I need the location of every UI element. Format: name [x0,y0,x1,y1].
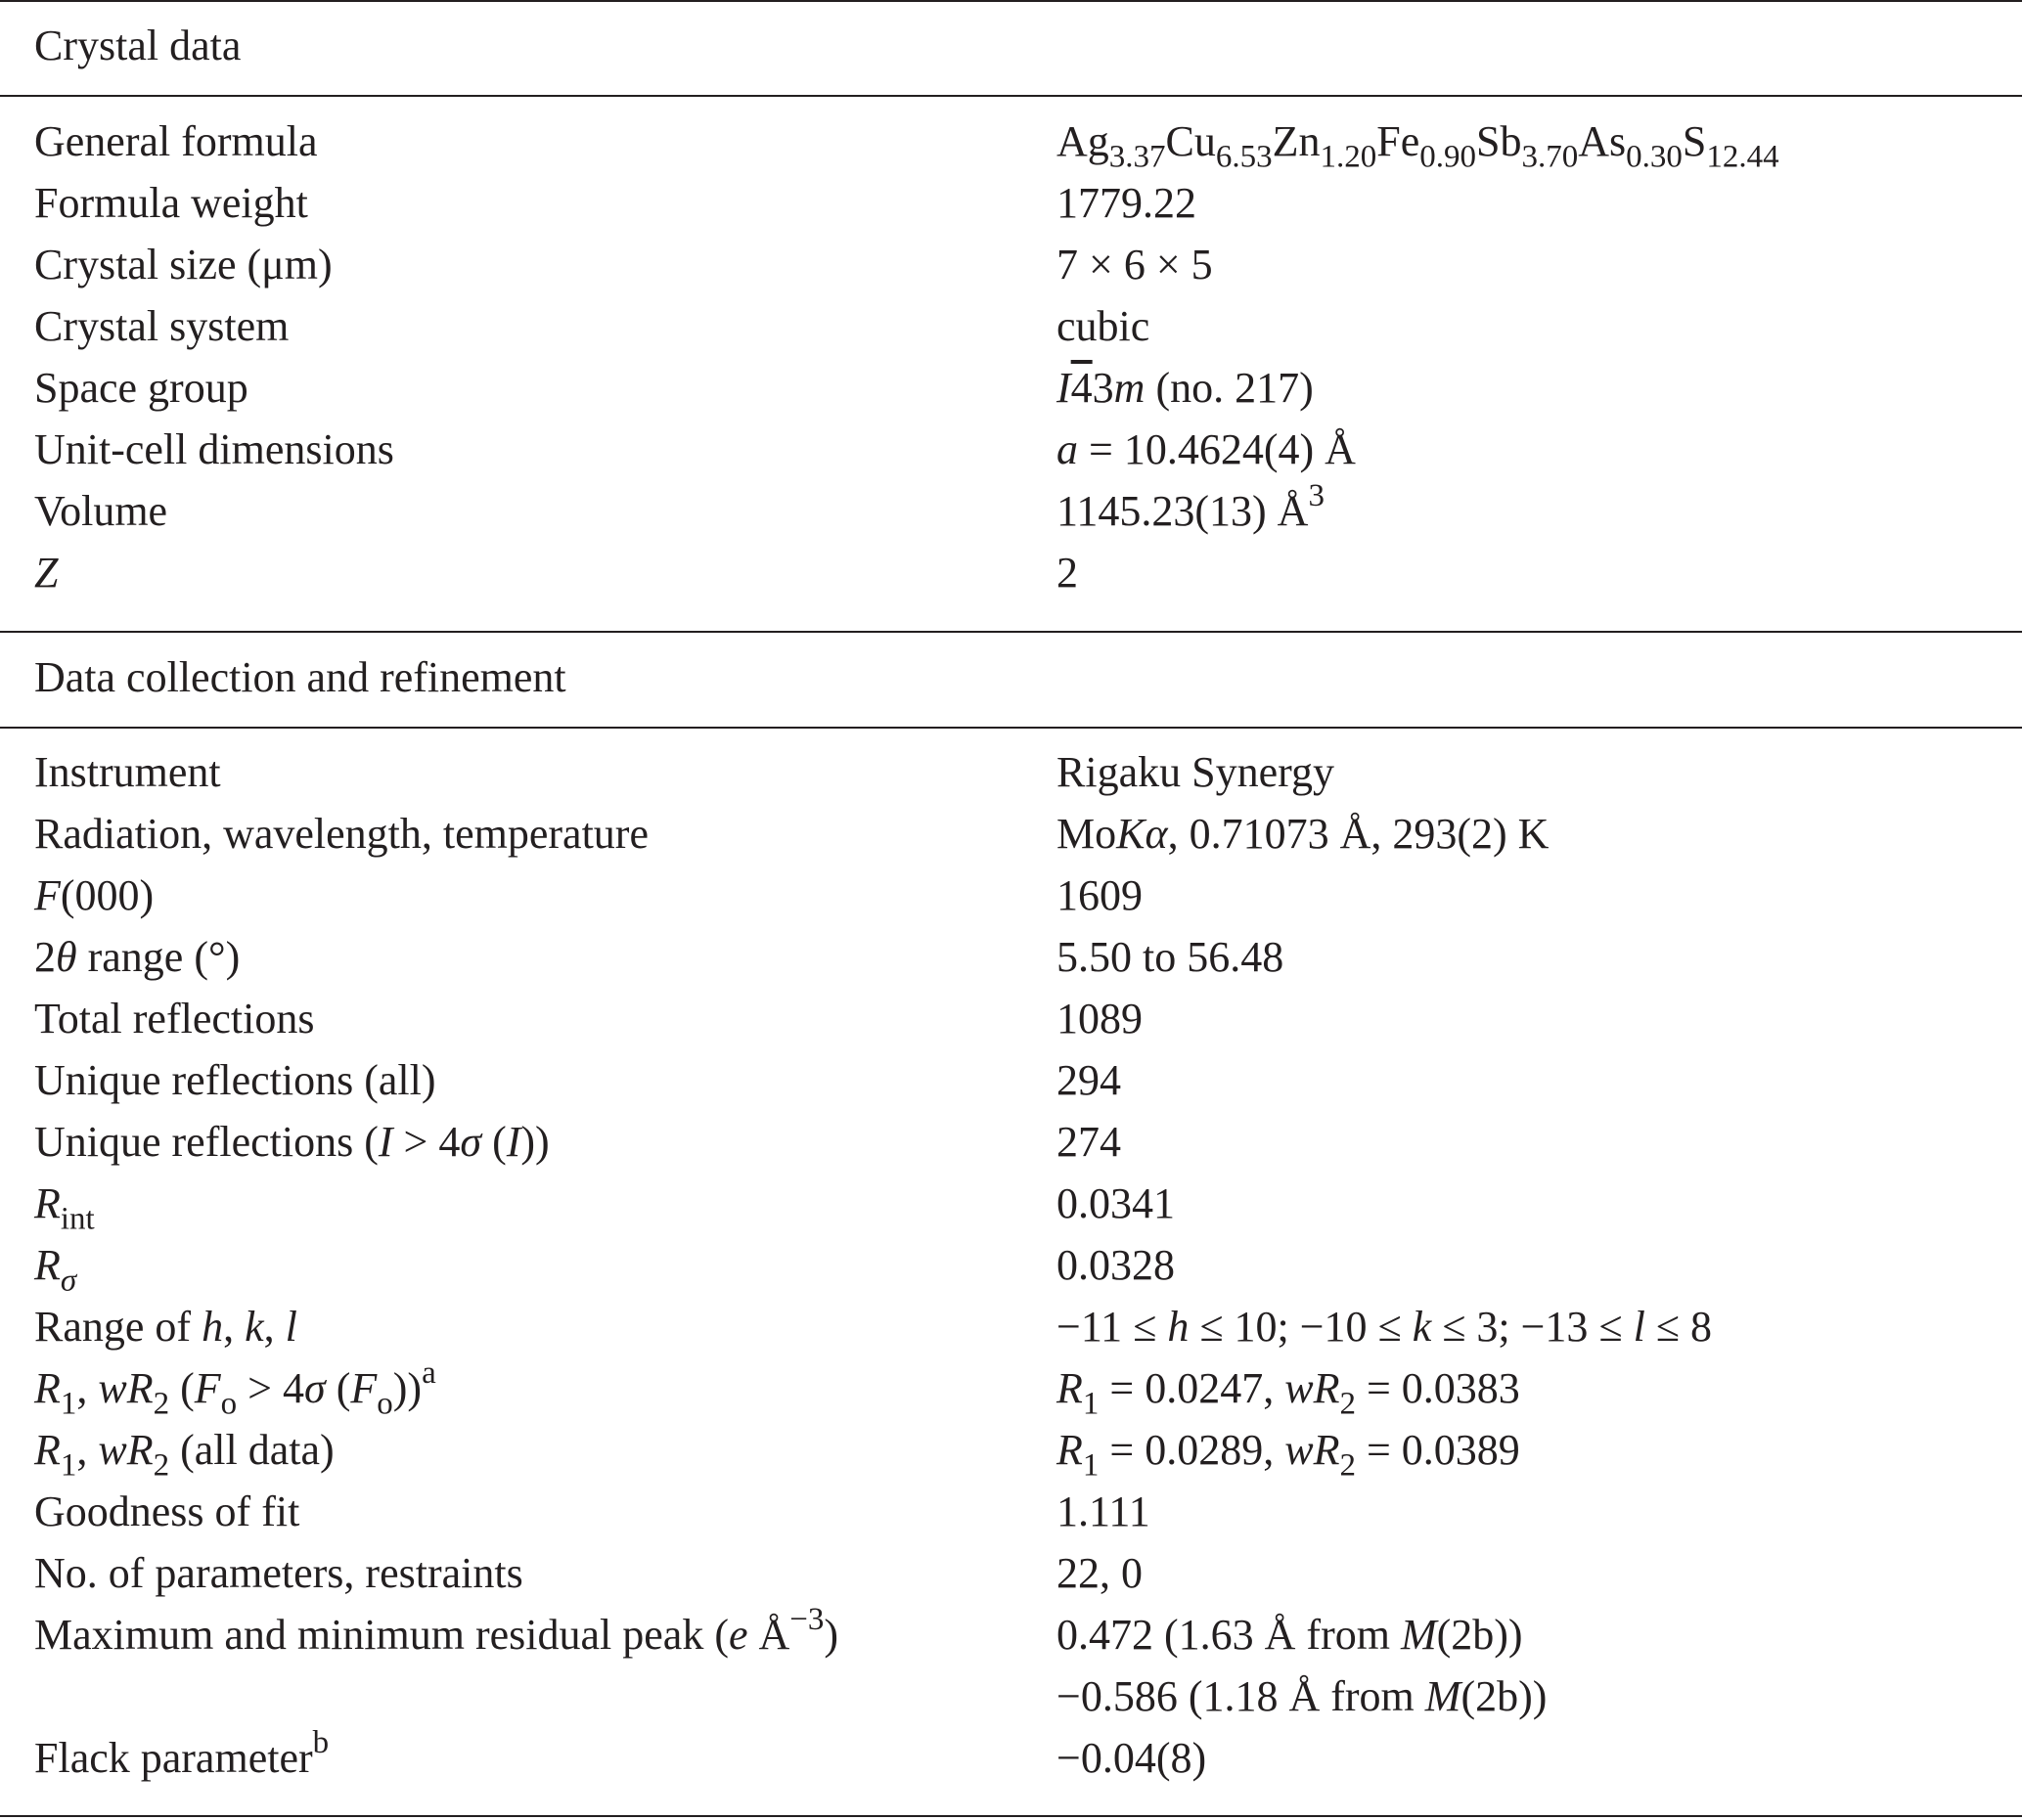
row-value: 0.0328 [1056,1241,1175,1289]
row-label: Maximum and minimum residual peak (e $Å^{-3}$) [34,1602,839,1659]
row-value: 0.0341 [1056,1179,1175,1227]
row-label: Unit-cell dimensions [34,425,394,473]
section-title-crystal-data: Crystal data [34,22,242,69]
row-value: MoKα, 0.71073 Å, 293(2) K [1056,810,1550,858]
footnote-marker: a [422,1355,436,1392]
table-row [0,1173,2022,1237]
row-label: Range of h, k, l [34,1303,297,1351]
table-row [0,172,2022,234]
row-label: Total reflections [34,995,315,1043]
row-value: −0.04(8) [1056,1734,1207,1782]
table-row [0,741,2022,803]
row-value: 1145.23(13) $Å^3$ [1056,478,1325,535]
row-label: F(000) [34,871,155,919]
row-label: Unique reflections (all) [34,1056,436,1104]
row-value: 294 [1056,1056,1121,1104]
row-label: Instrument [34,748,221,796]
table-row [0,357,2022,419]
row-value: $R_1 = 0.0289$, $wR_2 = 0.0389$ [1056,1426,1520,1484]
row-label: General formula [34,117,318,165]
table-row [0,1234,2022,1299]
table-row [0,1604,2022,1727]
row-value: 2 [1056,549,1078,597]
table-row [0,1419,2022,1484]
row-value: 1779.22 [1056,179,1196,227]
table-row [0,1049,2022,1111]
footnote-marker: b [312,1725,330,1761]
table-row [0,1481,2022,1542]
table-row [0,542,2022,603]
row-value: 5.50 to 56.48 [1056,933,1284,981]
row-value: 22, 0 [1056,1549,1143,1597]
row-label: Crystal system [34,302,290,350]
table-row [0,1355,2022,1422]
row-label: $R_{int}$ [34,1179,95,1237]
row-label: No. of parameters, restraints [34,1549,523,1597]
row-label: Unique reflections (I > 4σ (I)) [34,1118,550,1166]
section-rule [0,631,2022,633]
table-row [0,1296,2022,1357]
section-title-data-collection: Data collection and refinement [34,653,566,701]
table-row [0,295,2022,357]
row-label: Radiation, wavelength, temperature [34,810,649,858]
section-rule [0,727,2022,729]
row-label: Formula weight [34,179,308,227]
row-value-formula: $Ag_{3.37}Cu_{6.53}Zn_{1.20}Fe_{0.90}Sb_{3.70}As_{0.30}S_{12.44}$ [1056,117,1779,175]
row-value: 274 [1056,1118,1121,1166]
table-row [0,803,2022,865]
row-value: −11 ≤ h ≤ 10; −10 ≤ k ≤ 3; −13 ≤ l ≤ 8 [1056,1303,1712,1351]
table-row [0,926,2022,988]
row-value-max: 0.472 (1.63 Å from M(2b)) [1056,1611,1523,1659]
row-label: Volume [34,487,168,535]
row-label: Flack parameter$^b$ [34,1725,330,1782]
table-row [0,480,2022,542]
table-row [0,988,2022,1049]
table-row [0,234,2022,295]
row-label: $R_1$, $wR_2$ (all data) [34,1426,335,1484]
row-value: 1.111 [1056,1487,1150,1535]
table-row [0,111,2022,175]
row-value: 7 × 6 × 5 [1056,241,1213,289]
table-row [0,1727,2022,1789]
bottom-rule [0,1815,2022,1817]
table-row [0,1542,2022,1604]
row-value: cubic [1056,302,1150,350]
row-value: Rigaku Synergy [1056,748,1334,796]
row-label: Z [34,549,59,597]
table-row [0,419,2022,480]
row-label: Goodness of fit [34,1487,300,1535]
row-label: $R_1$, $wR_2$ ($F_o > 4\sigma$ $(F_o))^a$ [34,1355,436,1422]
section-rule [0,95,2022,97]
table-row [0,1111,2022,1173]
row-value-space-group: I43m (no. 217) [1056,364,1314,412]
row-label: Space group [34,364,248,412]
table-row [0,865,2022,926]
row-value: a = 10.4624(4) Å [1056,425,1356,473]
row-value: 1609 [1056,871,1143,919]
row-value: 1089 [1056,995,1143,1043]
row-label: 2θ range (°) [34,933,241,981]
row-value: $R_1 = 0.0247$, $wR_2 = 0.0383$ [1056,1364,1520,1422]
row-value-min: −0.586 (1.18 Å from M(2b)) [1056,1672,1548,1720]
top-rule [0,0,2022,2]
row-label: $R_\sigma$ [34,1241,77,1299]
row-label: Crystal size (μm) [34,241,333,289]
